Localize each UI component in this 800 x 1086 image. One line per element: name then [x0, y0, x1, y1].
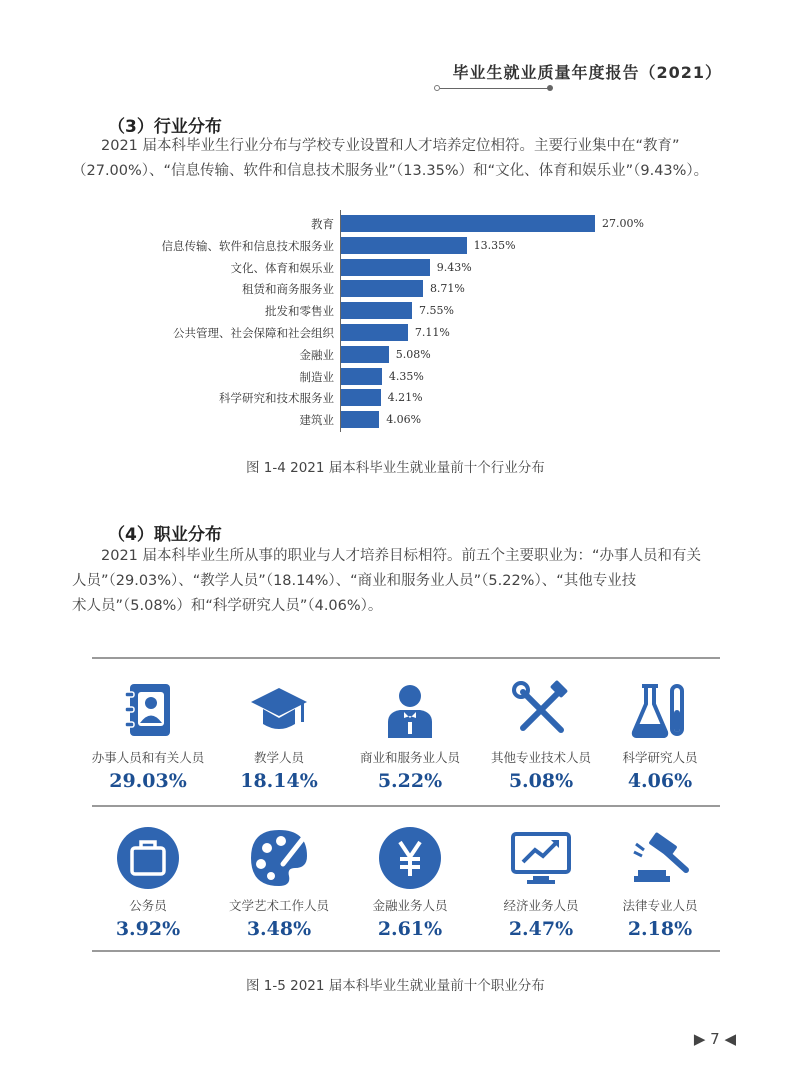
occupation-paragraph [72, 544, 732, 619]
bar-value-label: 7.11% [414, 326, 450, 339]
occupation-percentage: 3.48% [246, 918, 312, 940]
occupation-percentage: 3.92% [115, 918, 181, 940]
bar [341, 368, 382, 385]
palette-icon [247, 826, 311, 890]
waiter-icon [378, 678, 442, 742]
occupation-percentage: 2.18% [627, 918, 693, 940]
bar [341, 302, 412, 319]
occupation-percentage: 2.47% [508, 918, 574, 940]
industry-paragraph [72, 134, 732, 184]
occupation-label: 法律专业人员 [622, 898, 698, 913]
occupation-paragraph-line-1: 2021 届本科毕业生所从事的职业与人才培养目标相符。前五个主要职业为：“办事人员和有关 [101, 548, 702, 564]
occupation-item [219, 678, 339, 792]
occupation-label: 文学艺术工作人员 [228, 898, 329, 913]
occupation-paragraph-line-2: 人员”（29.03%）、“教学人员”（18.14%）、“商业和服务业人员”（5.22%）、“其他专业技 [72, 573, 637, 589]
occupation-percentage: 5.08% [508, 770, 574, 792]
occupation-item [350, 826, 470, 940]
occupation-percentage: 4.06% [627, 770, 693, 792]
bar-value-label: 4.35% [388, 369, 424, 383]
occupation-item [600, 826, 720, 940]
bar [341, 237, 467, 254]
occupation-item [88, 678, 208, 792]
occupation-label: 办事人员和有关人员 [91, 750, 205, 765]
section-title-industry: （3）行业分布 [108, 117, 222, 137]
occupation-paragraph-line-3: 术人员”（5.08%）和“科学研究人员”（4.06%）。 [72, 598, 383, 614]
bar-value-label: 13.35% [473, 238, 516, 252]
trend-monitor-icon [509, 826, 573, 890]
bar-value-label: 7.55% [419, 304, 454, 318]
bar [341, 346, 389, 363]
bar-category-label: 租赁和商务服务业 [242, 282, 334, 297]
industry-paragraph-line-2: （27.00%）、“信息传输、软件和信息技术服务业”（13.35%）和“文化、体育和娱乐业”（9.43%）。 [72, 163, 709, 179]
graduation-cap-icon [247, 678, 311, 742]
figure-1-4-caption: 图 1-4 2021 届本科毕业生就业量前十个行业分布 [246, 460, 545, 476]
header-rule [440, 88, 550, 89]
occupation-percentage: 29.03% [109, 770, 187, 792]
bar-value-label: 5.08% [395, 347, 431, 361]
occupation-percentage: 18.14% [240, 770, 318, 792]
bar [341, 324, 408, 341]
occupation-label: 经济业务人员 [503, 898, 579, 913]
bar [341, 280, 423, 297]
infographic-top-rule [92, 657, 720, 659]
bar-category-label: 制造业 [299, 369, 334, 384]
occupation-label: 教学人员 [253, 750, 304, 765]
chart-y-axis [340, 210, 341, 432]
bar-category-label: 金融业 [299, 347, 334, 362]
yuan-coin-icon [378, 826, 442, 890]
bar-category-label: 公共管理、社会保障和社会组织 [173, 326, 334, 340]
bar-category-label: 批发和零售业 [265, 304, 334, 319]
occupation-label: 科学研究人员 [622, 750, 698, 765]
bar-value-label: 4.06% [386, 413, 422, 427]
bar [341, 411, 379, 428]
occupation-item [88, 826, 208, 940]
occupation-item [481, 826, 601, 940]
header-rule-start-dot [434, 85, 440, 91]
bar [341, 389, 381, 406]
occupation-item [350, 678, 470, 792]
bar [341, 215, 595, 232]
page-number: ▶ 7 ◀ [693, 1030, 736, 1048]
occupation-label: 商业和服务业人员 [359, 750, 460, 765]
infographic-middle-rule [92, 805, 720, 807]
bar-category-label: 教育 [311, 217, 334, 231]
contact-book-icon [116, 678, 180, 742]
infographic-bottom-rule [92, 950, 720, 952]
figure-1-5-caption: 图 1-5 2021 届本科毕业生就业量前十个职业分布 [246, 978, 545, 994]
occupation-item [481, 678, 601, 792]
section-title-occupation: （4）职业分布 [108, 525, 222, 545]
occupation-item [600, 678, 720, 792]
briefcase-icon [116, 826, 180, 890]
bar-category-label: 科学研究和技术服务业 [219, 391, 334, 406]
occupation-percentage: 2.61% [377, 918, 443, 940]
bar-value-label: 8.71% [429, 282, 465, 296]
tools-icon [509, 678, 573, 742]
report-header-title: 毕业生就业质量年度报告（2021） [452, 63, 722, 82]
bar [341, 259, 430, 276]
flask-icon [628, 678, 692, 742]
header-rule-end-dot [547, 85, 553, 91]
occupation-item [219, 826, 339, 940]
bar-value-label: 4.21% [387, 391, 423, 405]
bar-category-label: 信息传输、软件和信息技术服务业 [161, 238, 334, 253]
bar-value-label: 9.43% [436, 260, 472, 274]
bar-category-label: 建筑业 [299, 413, 334, 428]
occupation-label: 其他专业技术人员 [490, 750, 591, 765]
occupation-label: 公务员 [129, 898, 167, 913]
occupation-label: 金融业务人员 [372, 898, 448, 913]
bar-value-label: 27.00% [602, 217, 644, 230]
occupation-percentage: 5.22% [377, 770, 443, 792]
bar-category-label: 文化、体育和娱乐业 [230, 260, 334, 275]
gavel-icon [628, 826, 692, 890]
industry-paragraph-line-1: 2021 届本科毕业生行业分布与学校专业设置和人才培养定位相符。主要行业集中在“教育” [101, 138, 680, 154]
